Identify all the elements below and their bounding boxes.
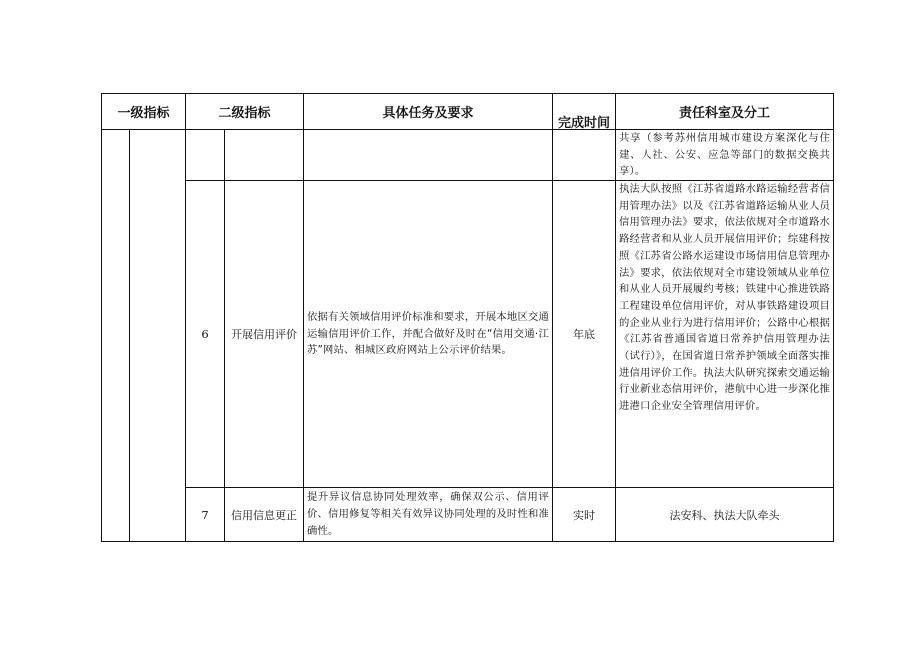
responsibility-cell: 执法大队按照《江苏省道路水路运输经营者信用管理办法》以及《江苏省道路运输从业人员信用管理办法》要求，依法依规对全市道路水路经营者和从业人员开展信用评价；综建科按照《江苏省公路水运建设市场信用信息管理办法》要求，依法依规对全市建设领域从业单位和从业人员开展履约考核；铁建中心推进铁路工程建设单位信用评价，对从事铁路建设项目的企业从业行为进行信用评价；公路中心根据《江苏省普通国省道日常养护信用管理办法（试行）》，在国省道日常养护领域全面落实推进信用评价工作。执法大队研究探索交通运输行业新业态信用评价，港航中心进一步深化推进港口企业安全管理信用评价。 — [619, 183, 830, 413]
level1-inner-line — [129, 129, 130, 542]
table-border-bottom — [101, 541, 834, 542]
header-responsibility: 责任科室及分工 — [678, 106, 770, 121]
header-deadline: 完成时间 — [557, 116, 610, 131]
table-border-left — [101, 93, 102, 542]
level2-indicator: 开展信用评价 — [231, 328, 297, 341]
responsibility-cell: 共享（参考苏州信用城市建设方案深化与住建、人社、公安、应急等部门的数据交换共享）。 — [619, 132, 830, 178]
tasks-text: 依据有关领域信用评价标准和要求，开展本地区交通运输信用评价工作，并配合做好及时在“信用交通·江苏”网站、相城区政府网站上公示评价结果。 — [307, 310, 549, 357]
header-tasks: 具体任务及要求 — [382, 106, 474, 121]
level2-indicator: 信用信息更正 — [231, 508, 297, 522]
responsibility-cell: 法安科、执法大队牵头 — [669, 508, 780, 522]
deadline-cell: 年底 — [573, 328, 595, 341]
header-level2: 二级指标 — [218, 106, 271, 121]
table-border-right — [833, 93, 834, 542]
tasks-cell — [304, 181, 552, 487]
deadline-cell: 实时 — [573, 508, 595, 522]
tasks-cell — [304, 488, 552, 541]
row-number: 7 — [201, 507, 209, 522]
tasks-text: 提升异议信息协同处理效率，确保双公示、信用评价、信用修复等相关有效异议协同处理的及时性和准确性。 — [307, 491, 549, 537]
header-level1: 一级指标 — [117, 106, 170, 121]
row-number: 6 — [201, 327, 209, 341]
